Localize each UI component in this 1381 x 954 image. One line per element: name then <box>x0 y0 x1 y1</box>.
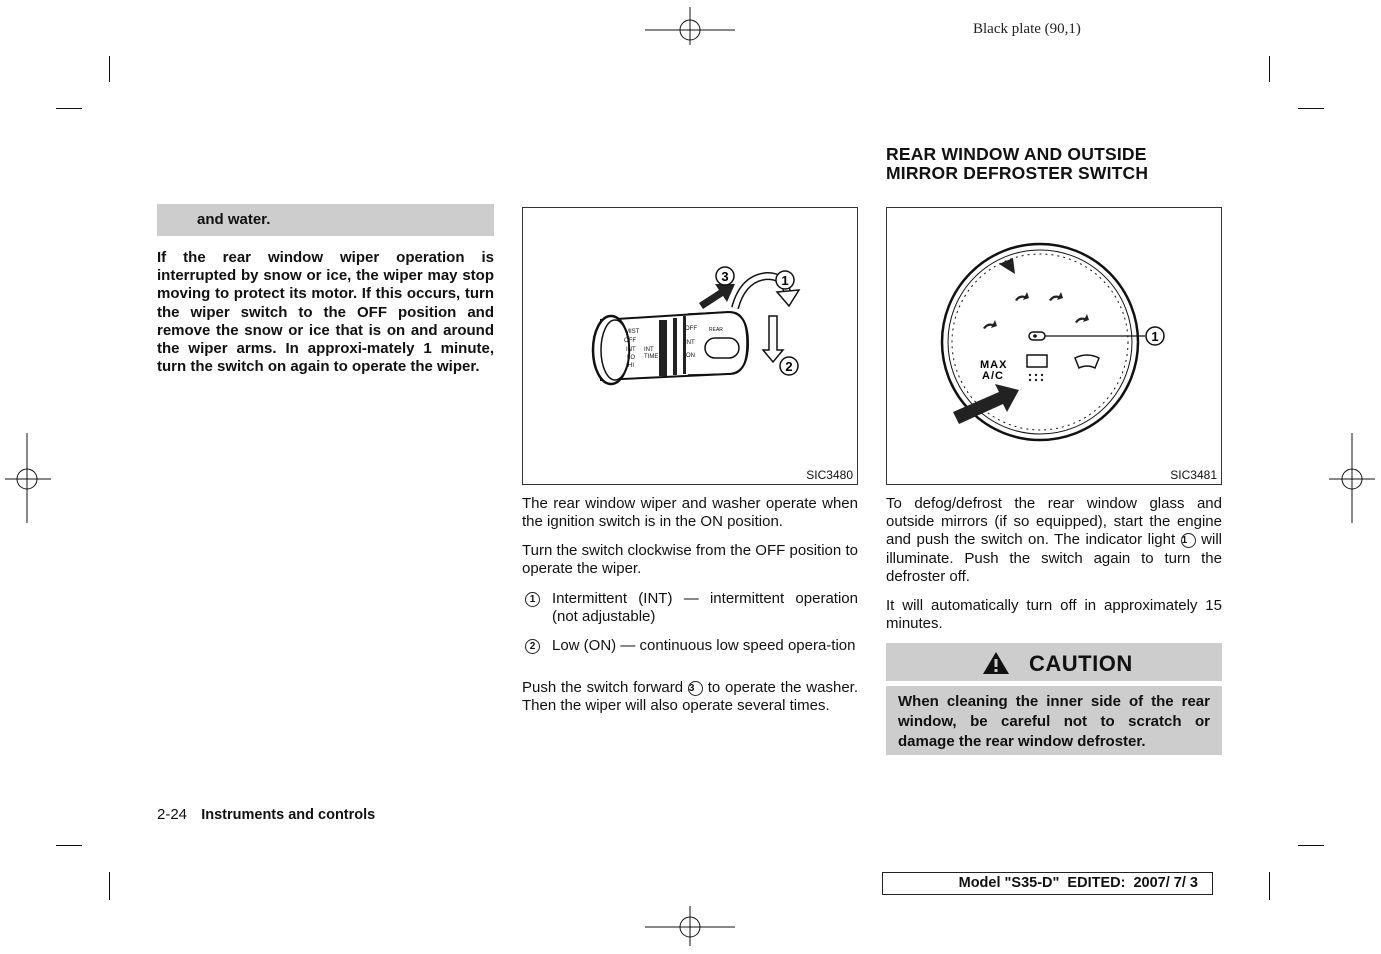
crop-mark <box>56 108 82 109</box>
washer-paragraph: Push the switch forward 3 to operate the washer. Then the wiper will also operate several times. <box>522 679 858 715</box>
label-ac: A/C <box>982 370 1004 382</box>
label-on-rear: ON <box>686 353 695 359</box>
caution-label: CAUTION <box>1029 651 1133 676</box>
crop-mark <box>1298 845 1324 846</box>
crop-mark <box>1298 108 1324 109</box>
crop-mark <box>1269 872 1270 900</box>
label-int: INT <box>626 347 636 353</box>
label-int-rear: INT <box>685 340 695 346</box>
list-item <box>522 590 858 626</box>
wiper-callout-1: 1 <box>781 273 789 288</box>
defroster-timer-paragraph: It will automatically turn off in approximately 15 minutes. <box>886 597 1222 633</box>
figure-code: SIC3481 <box>1170 468 1217 482</box>
label-max: MAX <box>980 359 1008 371</box>
section-title: REAR WINDOW AND OUTSIDE MIRROR DEFROSTER SWITCH <box>886 144 1149 183</box>
wiper-switch-figure <box>522 207 858 485</box>
wiper-callout-3: 3 <box>721 269 729 284</box>
continued-note-bar <box>157 204 494 236</box>
defroster-instruction-paragraph: To defog/defrost the rear window glass and outside mirrors (if so equipped), start the engine and push the switch on. The indicator light 1 will illuminate. Push the switch again to turn the defroster off. <box>886 495 1222 585</box>
inline-number-badge: 3 <box>688 681 703 696</box>
crop-mark <box>109 872 110 900</box>
list-item <box>522 637 858 673</box>
caution-text: When cleaning the inner side of the rear window, be careful not to scratch or damage the rear window defroster. <box>898 693 1210 750</box>
registration-mark-bottom <box>645 906 735 946</box>
wiper-callout-2: 2 <box>785 359 793 374</box>
label-off-rear: OFF <box>685 326 697 332</box>
label-lo: LO <box>627 355 636 361</box>
figure-code: SIC3480 <box>806 468 853 482</box>
inline-number-badge: 1 <box>1181 533 1196 548</box>
caution-header <box>886 643 1222 681</box>
registration-mark-top <box>645 7 735 45</box>
defroster-switch-figure <box>886 207 1222 485</box>
page-footer <box>157 806 375 823</box>
crop-mark <box>1269 56 1270 82</box>
wiper-intro-paragraph: The rear window wiper and washer operate when the ignition switch is in the ON position. <box>522 495 858 531</box>
model-edited-box <box>882 872 1213 895</box>
registration-mark-left <box>5 433 51 523</box>
label-off: OFF <box>624 338 636 344</box>
defroster-callout-1: 1 <box>1151 329 1159 344</box>
list-number-badge: 2 <box>525 639 540 654</box>
footer-section-title: Instruments and controls <box>201 807 376 823</box>
list-item-text: Low (ON) — continuous low speed opera-tion <box>552 637 856 654</box>
label-int-time: INT <box>644 347 654 353</box>
wiper-warning-text: If the rear window wiper operation is interrupted by snow or ice, the wiper may stop moving to protect its motor. If this occurs, turn the wiper switch to the OFF position and remove the snow or ice that is on and around the wiper arms. In approxi-mately 1 minute, turn the switch on again to operate the wiper. <box>157 249 494 376</box>
caution-body <box>886 686 1222 755</box>
crop-mark <box>56 845 82 846</box>
label-hi: HI <box>628 363 634 369</box>
warning-triangle-icon <box>982 651 1010 675</box>
defroster-panel-illustration <box>887 208 1221 484</box>
crop-mark <box>109 56 110 82</box>
wiper-turn-paragraph: Turn the switch clockwise from the OFF position to operate the wiper. <box>522 542 858 578</box>
label-mist: MIST <box>625 329 640 335</box>
list-item-text: Intermittent (INT) — intermittent operation (not adjustable) <box>552 590 858 626</box>
list-number-badge: 1 <box>525 592 540 607</box>
page-number: 2-24 <box>157 806 188 823</box>
registration-mark-right <box>1329 433 1375 523</box>
model-edited-text: Model "S35-D" EDITED: 2007/ 7/ 3 <box>958 875 1198 891</box>
plate-label: Black plate (90,1) <box>973 21 1081 37</box>
label-rear: REAR <box>709 327 723 333</box>
wiper-switch-illustration <box>523 208 857 484</box>
label-time: TIME <box>644 354 659 360</box>
continued-note-text: and water. <box>197 211 271 228</box>
